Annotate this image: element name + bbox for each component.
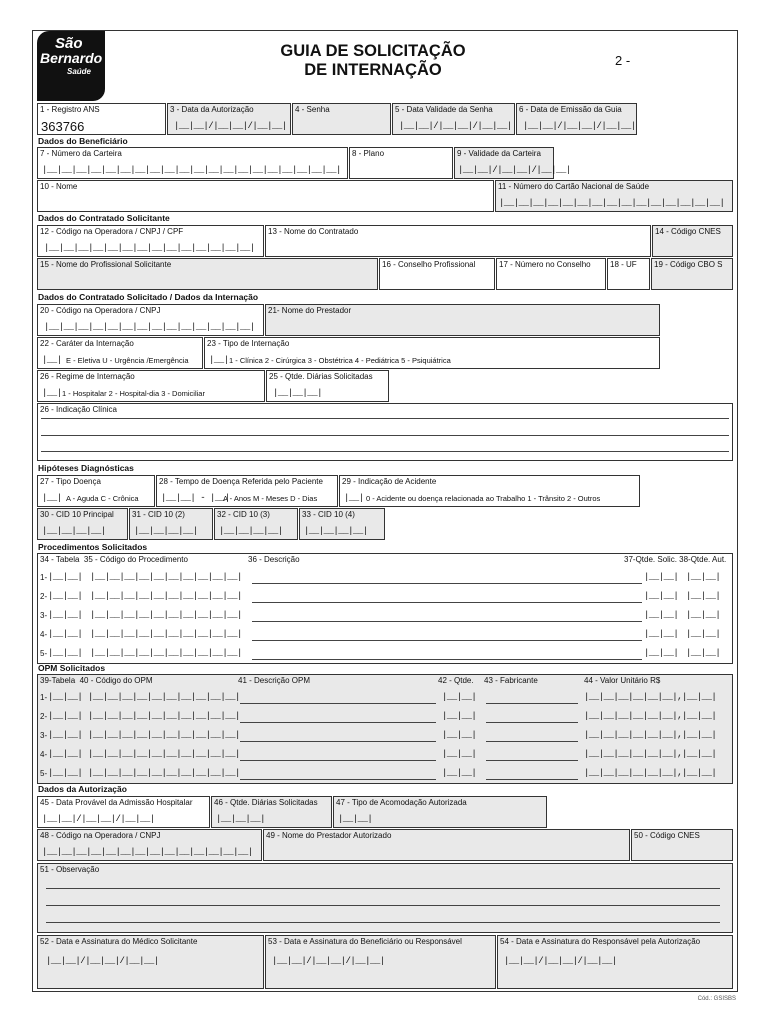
nome-prestador-autorizado-field[interactable] xyxy=(263,829,630,861)
tabela-mask: |__|__| xyxy=(48,591,83,601)
row-number: 4- xyxy=(40,750,48,759)
indicacao-acidente-field[interactable] xyxy=(339,475,640,507)
valor-mask: |__|__|__|__|__|__|,|__|__| xyxy=(584,749,717,759)
procedimento-row[interactable] xyxy=(38,628,732,646)
row-number: 5- xyxy=(40,649,48,658)
logo-text-3: Saúde xyxy=(67,67,92,76)
regime-internacao-field[interactable] xyxy=(37,370,265,402)
title-line-2: DE INTERNAÇÃO xyxy=(304,61,442,79)
valor-mask: |__|__|__|__|__|__|,|__|__| xyxy=(584,730,717,740)
descricao-line xyxy=(252,621,642,622)
cid3-field[interactable] xyxy=(214,508,298,540)
write-line xyxy=(46,888,720,889)
section-opm: OPM Solicitados xyxy=(38,663,106,673)
tipo-internacao-field[interactable] xyxy=(204,337,660,369)
codigo-opm-mask: |__|__|__|__|__|__|__|__|__|__| xyxy=(88,692,240,702)
write-line xyxy=(41,435,729,436)
field-label: 54 - Data e Assinatura do Responsável pela Autorização xyxy=(500,937,701,946)
valor-mask: |__|__|__|__|__|__|,|__|__| xyxy=(584,692,717,702)
numero-conselho-field[interactable] xyxy=(496,258,606,290)
fabricante-line xyxy=(486,779,578,780)
qtde-aut-mask: |__|__| xyxy=(686,591,721,601)
indicacao-clinica-field[interactable] xyxy=(37,403,733,461)
row-number: 1- xyxy=(40,693,48,702)
descricao-line xyxy=(252,602,642,603)
senha-field[interactable] xyxy=(292,103,391,135)
codigo-mask: |__|__|__|__|__|__|__|__|__|__| xyxy=(90,572,242,582)
field-label: 3 - Data da Autorização xyxy=(170,105,254,114)
checkbox-mask: |__| xyxy=(42,493,62,503)
codigo-opm-mask: |__|__|__|__|__|__|__|__|__|__| xyxy=(88,768,240,778)
write-line xyxy=(46,905,720,906)
field-label: 26 - Indicação Clínica xyxy=(40,405,117,414)
qtde-solic-mask: |__|__| xyxy=(644,629,679,639)
field-label: 16 - Conselho Profissional xyxy=(382,260,476,269)
descricao-opm-line xyxy=(240,779,436,780)
col-header-valor: 44 - Valor Unitário R$ xyxy=(584,676,661,685)
qtde-opm-mask: |__|__| xyxy=(442,711,477,721)
qtde-opm-mask: |__|__| xyxy=(442,749,477,759)
data-validade-senha-field[interactable] xyxy=(392,103,515,135)
page-indicator: 2 - xyxy=(615,53,631,68)
field-label: 14 - Código CNES xyxy=(655,227,721,236)
col-header-fabricante: 43 - Fabricante xyxy=(484,676,538,685)
codigo-opm-mask: |__|__|__|__|__|__|__|__|__|__| xyxy=(88,730,240,740)
field-label: 10 - Nome xyxy=(40,182,78,191)
col-header-qtde: 37-Qtde. Solic. 38-Qtde. Aut. xyxy=(624,555,727,564)
tabela-mask: |__|__| xyxy=(48,768,83,778)
fabricante-line xyxy=(486,741,578,742)
qtde-aut-mask: |__|__| xyxy=(686,629,721,639)
descricao-line xyxy=(252,640,642,641)
opm-table xyxy=(37,674,733,784)
field-label: 13 - Nome do Contratado xyxy=(268,227,359,236)
section-hipoteses: Hipóteses Diagnósticas xyxy=(38,463,134,473)
form-page xyxy=(32,30,738,992)
codigo-mask: |__|__|__|__|__|__|__|__|__|__| xyxy=(90,591,242,601)
section-autorizacao: Dados da Autorização xyxy=(38,784,127,794)
cartao-mask: |__|__|__|__|__|__|__|__|__|__|__|__|__|__|__| xyxy=(499,198,725,208)
date-mask: |__|__|/|__|__|/|__|__| xyxy=(46,956,159,966)
field-label: 26 - Regime de Internação xyxy=(40,372,135,381)
checkbox-mask: |__| xyxy=(42,388,62,398)
checkbox-mask: |__| xyxy=(344,493,364,503)
options-text: 0 - Acidente ou doença relacionada ao Trabalho 1 - Trânsito 2 - Outros xyxy=(366,494,601,503)
carater-internacao-field[interactable] xyxy=(37,337,203,369)
field-label: 18 - UF xyxy=(610,260,637,269)
date-mask: |__|__|/|__|__|/|__|__| xyxy=(174,121,287,131)
data-emissao-field[interactable] xyxy=(516,103,637,135)
qtde-diarias-field[interactable] xyxy=(266,370,389,402)
plano-field[interactable] xyxy=(349,147,453,179)
field-label: 53 - Data e Assinatura do Beneficiário ou Responsável xyxy=(268,937,462,946)
cnpj-mask: |__|__|__|__|__|__|__|__|__|__|__|__|__|__| xyxy=(42,847,253,857)
col-tabela-label: 34 - Tabela xyxy=(40,555,80,564)
descricao-opm-line xyxy=(240,722,436,723)
tabela-mask: |__|__| xyxy=(48,711,83,721)
conselho-field[interactable] xyxy=(379,258,495,290)
field-label: 29 - Indicação de Acidente xyxy=(342,477,437,486)
col-codigo-label: 40 - Código do OPM xyxy=(79,676,153,685)
descricao-opm-line xyxy=(240,741,436,742)
logo-text-1: São xyxy=(55,35,83,52)
field-label: 5 - Data Validade da Senha xyxy=(395,105,493,114)
options-text: 1 - Clínica 2 - Cirúrgica 3 - Obstétrica 4 - Pediátrica 5 - Psiquiátrica xyxy=(229,356,451,365)
uf-field[interactable] xyxy=(607,258,650,290)
tabela-mask: |__|__| xyxy=(48,610,83,620)
col-tabela-label: 39-Tabela xyxy=(40,676,76,685)
descricao-line xyxy=(252,659,642,660)
opm-row[interactable] xyxy=(38,710,732,728)
codigo-mask: |__|__|__|__|__|__|__|__|__|__| xyxy=(90,629,242,639)
field-label: 50 - Código CNES xyxy=(634,831,700,840)
field-label: 52 - Data e Assinatura do Médico Solicitante xyxy=(40,937,198,946)
field-label: 4 - Senha xyxy=(295,105,330,114)
field-label: 45 - Data Provável da Admissão Hospitalar xyxy=(40,798,193,807)
field-label: 27 - Tipo Doença xyxy=(40,477,101,486)
form-code: Cód.: GSISBS xyxy=(697,996,736,1002)
valor-mask: |__|__|__|__|__|__|,|__|__| xyxy=(584,711,717,721)
options-text: A - Aguda C - Crônica xyxy=(66,494,139,503)
field-label: 33 - CID 10 (4) xyxy=(302,510,355,519)
section-contratado-solicitante: Dados do Contratado Solicitante xyxy=(38,213,170,223)
field-label: 15 - Nome do Profissional Solicitante xyxy=(40,260,172,269)
field-label: 21- Nome do Prestador xyxy=(268,306,352,315)
section-procedimentos: Procedimentos Solicitados xyxy=(38,542,148,552)
tipo-doenca-field[interactable] xyxy=(37,475,155,507)
opm-row[interactable] xyxy=(38,729,732,747)
field-label: 25 - Qtde. Diárias Solicitadas xyxy=(269,372,373,381)
qtde-aut-mask: |__|__| xyxy=(686,648,721,658)
row-number: 1- xyxy=(40,573,48,582)
cnpj-mask: |__|__|__|__|__|__|__|__|__|__|__|__|__|__| xyxy=(44,322,255,332)
write-line xyxy=(41,451,729,452)
codigo-mask: |__|__|__|__|__|__|__|__|__|__| xyxy=(90,648,242,658)
cid-mask: |__|__|__|__| xyxy=(219,526,283,536)
tempo-mask: |__|__| - |__| xyxy=(161,493,230,503)
carteira-mask: |__|__|__|__|__|__|__|__|__|__|__|__|__|__|__|__|__|__|__|__| xyxy=(42,165,341,175)
field-label: 1 - Registro ANS xyxy=(40,105,100,114)
field-label: 48 - Código na Operadora / CNPJ xyxy=(40,831,161,840)
opm-row[interactable] xyxy=(38,691,732,709)
options-text: A - Anos M - Meses D - Dias xyxy=(223,494,318,503)
data-admissao-field[interactable] xyxy=(37,796,210,828)
tempo-doenca-field[interactable] xyxy=(156,475,338,507)
valor-mask: |__|__|__|__|__|__|,|__|__| xyxy=(584,768,717,778)
codigo-operadora-solicitado-field[interactable] xyxy=(37,304,264,336)
numero-carteira-field[interactable] xyxy=(37,147,348,179)
observacao-field[interactable] xyxy=(37,863,733,933)
diarias-solicitadas-field[interactable] xyxy=(211,796,332,828)
title-line-1: GUIA DE SOLICITAÇÃO xyxy=(280,42,466,60)
field-label: 9 - Validade da Carteira xyxy=(457,149,541,158)
descricao-line xyxy=(252,583,642,584)
write-line xyxy=(41,418,729,419)
qtde-opm-mask: |__|__| xyxy=(442,768,477,778)
field-label: 20 - Código na Operadora / CNPJ xyxy=(40,306,161,315)
field-label: 49 - Nome do Prestador Autorizado xyxy=(266,831,392,840)
tabela-mask: |__|__| xyxy=(48,648,83,658)
field-label: 47 - Tipo de Acomodação Autorizada xyxy=(336,798,467,807)
qtde-solic-mask: |__|__| xyxy=(644,648,679,658)
row-number: 5- xyxy=(40,769,48,778)
descricao-opm-line xyxy=(240,703,436,704)
cid4-field[interactable] xyxy=(299,508,385,540)
options-text: 1 - Hospitalar 2 - Hospital-dia 3 - Domiciliar xyxy=(62,389,205,398)
sao-bernardo-logo xyxy=(37,31,105,101)
field-label: 23 - Tipo de Internação xyxy=(207,339,290,348)
field-label: 11 - Número do Cartão Nacional de Saúde xyxy=(498,182,650,191)
field-label: 17 - Número no Conselho xyxy=(499,260,591,269)
qtde-aut-mask: |__|__| xyxy=(686,610,721,620)
row-number: 4- xyxy=(40,630,48,639)
row-number: 2- xyxy=(40,592,48,601)
field-label: 51 - Observação xyxy=(40,865,100,874)
cid-mask: |__|__|__|__| xyxy=(42,526,106,536)
checkbox-mask: |__| xyxy=(209,355,229,365)
fabricante-line xyxy=(486,722,578,723)
qtde-solic-mask: |__|__| xyxy=(644,572,679,582)
qtde-solic-mask: |__|__| xyxy=(644,610,679,620)
assinatura-responsavel-field[interactable] xyxy=(497,935,733,989)
validade-carteira-field[interactable] xyxy=(454,147,571,179)
field-label: 8 - Plano xyxy=(352,149,385,158)
cnes-solicitante-field[interactable] xyxy=(652,225,733,257)
form-title xyxy=(213,42,533,80)
cnpj-mask: |__|__|__|__|__|__|__|__|__|__|__|__|__|__| xyxy=(44,243,255,253)
cartao-nacional-field[interactable] xyxy=(495,180,733,212)
acomodacao-mask: |__|__| xyxy=(338,814,373,824)
nome-beneficiario-field[interactable] xyxy=(37,180,494,212)
registro-ans-value: 363766 xyxy=(41,119,85,134)
tabela-mask: |__|__| xyxy=(48,572,83,582)
col-header-tabela xyxy=(40,555,188,564)
col-header-descricao: 36 - Descrição xyxy=(248,555,300,564)
col-header-descricao-opm: 41 - Descrição OPM xyxy=(238,676,311,685)
procedimentos-table xyxy=(37,553,733,664)
field-label: 22 - Caráter da Internação xyxy=(40,339,134,348)
section-beneficiario: Dados do Beneficiário xyxy=(38,136,128,146)
date-mask: |__|__|/|__|__|/|__|__| xyxy=(504,956,617,966)
date-mask: |__|__|/|__|__|/|__|__| xyxy=(42,814,155,824)
codigo-operadora-autorizado-field[interactable] xyxy=(37,829,262,861)
codigo-opm-mask: |__|__|__|__|__|__|__|__|__|__| xyxy=(88,749,240,759)
nome-contratado-field[interactable] xyxy=(265,225,651,257)
qtde-opm-mask: |__|__| xyxy=(442,730,477,740)
opm-row[interactable] xyxy=(38,748,732,766)
cbo-field[interactable] xyxy=(651,258,733,290)
field-label: 46 - Qtde. Diárias Solicitadas xyxy=(214,798,318,807)
nome-prestador-field[interactable] xyxy=(265,304,660,336)
field-label: 28 - Tempo de Doença Referida pelo Paciente xyxy=(159,477,323,486)
date-mask: |__|__|/|__|__|/|__|__| xyxy=(272,956,385,966)
acomodacao-field[interactable] xyxy=(333,796,547,828)
diarias-mask: |__|__|__| xyxy=(216,814,266,824)
tabela-mask: |__|__| xyxy=(48,692,83,702)
cnes-autorizado-field[interactable] xyxy=(631,829,733,861)
cid-mask: |__|__|__|__| xyxy=(134,526,198,536)
logo-text-2: Bernardo xyxy=(40,50,103,66)
col-header-opm-tabela xyxy=(40,676,153,685)
tabela-mask: |__|__| xyxy=(48,749,83,759)
write-line xyxy=(46,922,720,923)
qtde-aut-mask: |__|__| xyxy=(686,572,721,582)
diarias-mask: |__|__|__| xyxy=(273,388,323,398)
section-contratado-solicitado: Dados do Contratado Solicitado / Dados da Internação xyxy=(38,292,259,302)
date-mask: |__|__|/|__|__|/|__|__| xyxy=(523,121,636,131)
procedimento-row[interactable] xyxy=(38,647,732,665)
fabricante-line xyxy=(486,760,578,761)
field-label: 19 - Código CBO S xyxy=(654,260,723,269)
tabela-mask: |__|__| xyxy=(48,730,83,740)
date-mask: |__|__|/|__|__|/|__|__| xyxy=(399,121,512,131)
row-number: 2- xyxy=(40,712,48,721)
row-number: 3- xyxy=(40,611,48,620)
registro-ans-field[interactable] xyxy=(37,103,166,135)
field-label: 6 - Data de Emissão da Guia xyxy=(519,105,622,114)
data-autorizacao-field[interactable] xyxy=(167,103,291,135)
cid2-field[interactable] xyxy=(129,508,213,540)
options-text: E - Eletiva U - Urgência /Emergência xyxy=(66,356,189,365)
col-header-qtde-opm: 42 - Qtde. xyxy=(438,676,474,685)
procedimento-row[interactable] xyxy=(38,609,732,627)
opm-row[interactable] xyxy=(38,767,732,785)
qtde-solic-mask: |__|__| xyxy=(644,591,679,601)
row-number: 3- xyxy=(40,731,48,740)
field-label: 31 - CID 10 (2) xyxy=(132,510,185,519)
cid-principal-field[interactable] xyxy=(37,508,128,540)
descricao-opm-line xyxy=(240,760,436,761)
codigo-mask: |__|__|__|__|__|__|__|__|__|__| xyxy=(90,610,242,620)
date-mask: |__|__|/|__|__|/|__|__| xyxy=(458,165,571,175)
codigo-operadora-solicitante-field[interactable] xyxy=(37,225,264,257)
checkbox-mask: |__| xyxy=(42,355,62,365)
qtde-opm-mask: |__|__| xyxy=(442,692,477,702)
procedimento-row[interactable] xyxy=(38,571,732,589)
field-label: 12 - Código na Operadora / CNPJ / CPF xyxy=(40,227,184,236)
nome-profissional-field[interactable] xyxy=(37,258,378,290)
procedimento-row[interactable] xyxy=(38,590,732,608)
fabricante-line xyxy=(486,703,578,704)
tabela-mask: |__|__| xyxy=(48,629,83,639)
cid-mask: |__|__|__|__| xyxy=(304,526,368,536)
assinatura-medico-field[interactable] xyxy=(37,935,264,989)
field-label: 30 - CID 10 Principal xyxy=(40,510,114,519)
assinatura-beneficiario-field[interactable] xyxy=(265,935,496,989)
codigo-opm-mask: |__|__|__|__|__|__|__|__|__|__| xyxy=(88,711,240,721)
field-label: 32 - CID 10 (3) xyxy=(217,510,270,519)
col-codigo-label: 35 - Código do Procedimento xyxy=(83,555,188,564)
field-label: 7 - Número da Carteira xyxy=(40,149,122,158)
